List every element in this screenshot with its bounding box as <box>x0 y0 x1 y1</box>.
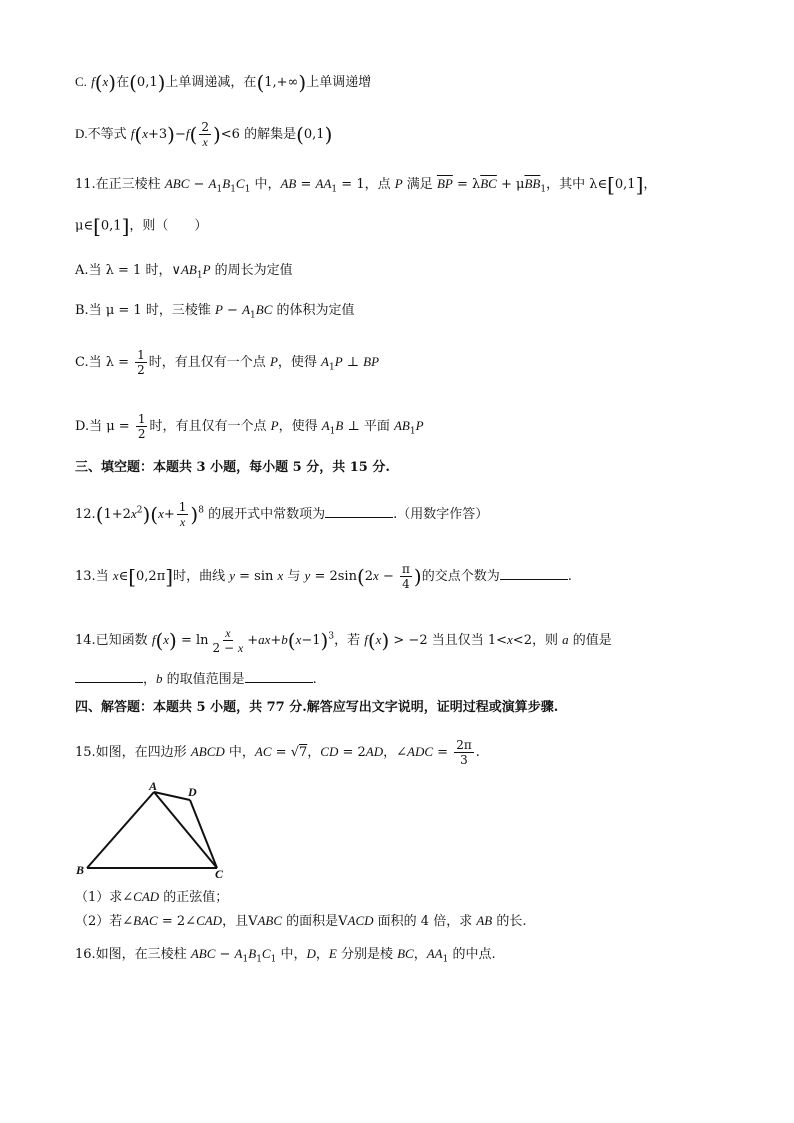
q11-option-a: A.当 λ = 1 时，$\vee AB_1P$ 的周长为定值 <box>75 262 293 281</box>
q15-sub2: （2）若∠BAC = 2∠CAD，且VABC 的面积是VACD 面积的 4 倍，求 AB 的长. <box>75 913 527 929</box>
q10-option-d: D.不等式 f(x+3)−f( $\frac{2}{x}$ )<6 的解集是(0,1) <box>75 120 333 149</box>
label-d: D <box>188 785 197 799</box>
q12: $12.(1+2x^2)(x+$ $\frac{1}{x}$ )$^8$ 的展开式中常数项为 .（用数字作答） <box>75 500 489 529</box>
q11-stem-line2: μ∈[0,1]，则（ ） <box>75 214 208 238</box>
q14-line1: 14.已知函数 f(x) = ln $\frac{x}{2 - x}$ $+ax+b(x-1)^3$，若 f(x) > −2 当且仅当 1<x<2，则 a 的值是 <box>75 626 612 655</box>
label-b: B <box>76 863 85 877</box>
q16-stem: 16.如图，在三棱柱 ABC − $A_1B_1C_1$ 中，D，E 分别是棱 BC，$AA_1$ 的中点. <box>75 946 496 965</box>
edge-ab <box>87 792 154 868</box>
q13: 13.当 x∈[0,2π]时，曲线 y = sin x 与 y = 2sin(2x − $\frac{\pi}{4}$ )的交点个数为 . <box>75 562 572 591</box>
q11-option-d: D.当 μ = $\frac{1}{2}$ 时，有且仅有一个点 P，使得 $A_1B$ ⊥ 平面 $AB_1P$ <box>75 412 424 441</box>
q11-option-c: C.当 λ = $\frac{1}{2}$ 时，有且仅有一个点 P，使得 $A_1P$ ⊥ BP <box>75 348 380 377</box>
edge-dc <box>190 800 217 868</box>
section-4-heading: 四、解答题：本题共 5 小题，共 77 分.解答应写出文字说明，证明过程或演算步骤. <box>75 700 559 715</box>
section-3-heading: 三、填空题：本题共 3 小题，每小题 5 分，共 15 分. <box>75 460 390 475</box>
q11-stem-line1: 11.在正三棱柱 ABC − $A_1B_1C_1$ 中，AB = $AA_1 = 1$，点 P 满足 $\overline{BP} = \lambda\overline{BC} + \mu\overline{BB}_1$，其中 λ∈[0,1]， <box>75 172 657 197</box>
edge-ac <box>154 792 217 868</box>
q15-sub1: （1）求∠CAD 的正弦值； <box>75 889 229 905</box>
q10-option-c: C. f(x)在(0,1)上单调递减，在(1,+∞)上单调递增 <box>75 70 372 95</box>
q15-stem: 15.如图，在四边形 ABCD 中，AC = √7，CD = 2AD，∠ADC = $\frac{2\pi}{3}$ . <box>75 738 480 767</box>
label-a: A <box>149 780 158 793</box>
label-c: C <box>215 867 224 880</box>
q14-line2: ，b 的取值范围是 . <box>75 668 317 690</box>
quadrilateral-figure <box>70 780 240 880</box>
q11-option-b: B.当 μ = 1 时，三棱锥 $P - A_1BC$ 的体积为定值 <box>75 302 355 321</box>
